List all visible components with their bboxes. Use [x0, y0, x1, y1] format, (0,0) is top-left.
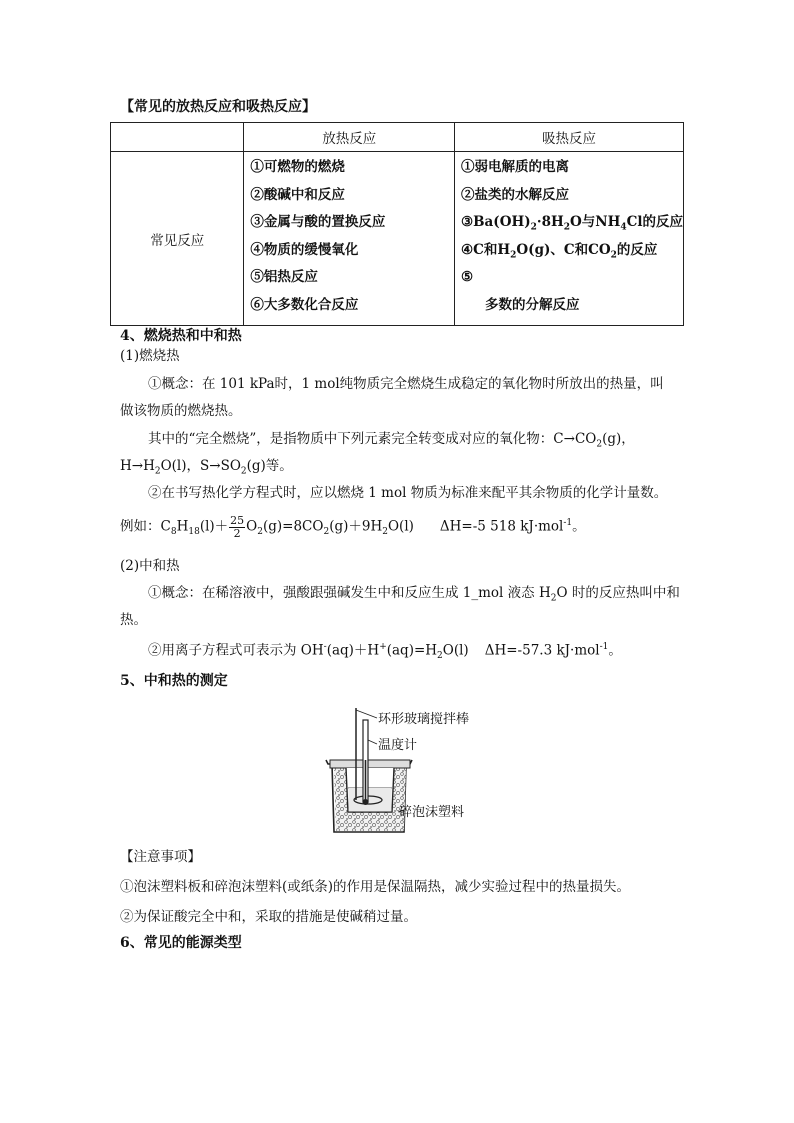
- text-fragment: O 时的反应热叫中和: [556, 585, 680, 601]
- table-header-row: [111, 123, 684, 152]
- list-item: ②盐类的水解反应: [461, 186, 570, 203]
- subscript: 2: [550, 593, 557, 604]
- paragraph-line: ①概念：在 101 kPa时，1 mol纯物质完全燃烧生成稳定的氧化物时所放出的热量，叫: [148, 376, 664, 392]
- text-fragment: ①概念：在稀溶液中，强酸跟强碱发生中和反应生成 1_mol 液态 H: [148, 585, 551, 601]
- list-item: ⑤铝热反应: [250, 269, 318, 285]
- subscript: 2: [530, 222, 537, 233]
- subscript: 2: [154, 466, 161, 477]
- fraction: [229, 515, 245, 540]
- text-fragment: (g)=8CO: [262, 518, 324, 535]
- subscript: 18: [188, 527, 200, 538]
- text-fragment: (aq)=H: [386, 642, 438, 659]
- example-equation: [120, 512, 586, 543]
- superscript: -1: [563, 518, 573, 528]
- subscript: 2: [510, 250, 517, 261]
- subscript: 2: [563, 222, 570, 233]
- superscript: -: [323, 642, 327, 652]
- text-fragment: ②用离子方程式可表示为 OH: [148, 642, 324, 659]
- subscript: 4: [620, 222, 627, 233]
- enthalpy-value: ΔH=-5 518 kJ·mol: [439, 518, 564, 535]
- subscript: 2: [596, 439, 603, 450]
- subscript: 2: [257, 527, 263, 538]
- table-heading: 【常见的放热反应和吸热反应】: [120, 99, 316, 115]
- subscript: 2: [382, 527, 388, 538]
- text-fragment: O(g)、C和CO: [516, 241, 611, 258]
- section-4-title: 4、燃烧热和中和热: [120, 328, 242, 344]
- text-fragment: 其中的“完全燃烧”，是指物质中下列元素完全转变成对应的氧化物：C→CO: [148, 431, 597, 447]
- subscript: 2: [323, 527, 330, 538]
- list-item: [461, 237, 683, 265]
- text-fragment: O(l): [387, 518, 414, 535]
- text-fragment: (l)＋: [199, 518, 229, 535]
- text-fragment: 。: [572, 518, 586, 535]
- paragraph-line: ②在书写热化学方程式时，应以燃烧 1 mol 物质为标准来配平其余物质的化学计量数。: [148, 485, 668, 501]
- list-item: ③金属与酸的置换反应: [250, 214, 386, 230]
- thermometer: [363, 720, 369, 805]
- list-item: ①弱电解质的电离: [461, 159, 570, 175]
- foam-cover-board: [330, 760, 410, 768]
- text-fragment: Cl的反应: [626, 214, 683, 230]
- label-thermometer: 温度计: [378, 738, 418, 753]
- enthalpy-value: ΔH=-57.3 kJ·mol: [484, 642, 600, 659]
- list-item: ①可燃物的燃烧: [250, 159, 345, 175]
- paragraph-line: [120, 455, 293, 483]
- subsection-combustion-heat: (1)燃烧热: [120, 348, 180, 364]
- subscript: 2: [437, 651, 443, 662]
- text-fragment: (g)等。: [246, 458, 293, 474]
- subscript: 8: [170, 527, 177, 538]
- text-fragment: (aq)＋H: [326, 642, 380, 659]
- text-fragment: H→H: [120, 458, 155, 474]
- text-fragment: 。: [608, 642, 622, 659]
- col-header-exothermic: 放热反应: [244, 123, 455, 152]
- list-item: ②酸碱中和反应: [250, 186, 345, 203]
- paragraph-line: [148, 428, 635, 456]
- text-fragment: O: [246, 518, 258, 535]
- leader-line: [368, 740, 377, 744]
- paragraph-line: [148, 582, 680, 610]
- text-fragment: H: [176, 518, 189, 535]
- exothermic-list: [244, 152, 455, 326]
- list-item: 多数的分解反应: [485, 296, 580, 313]
- list-item: ⑥大多数化合反应: [250, 296, 359, 313]
- reaction-table: [110, 122, 684, 326]
- col-header-endothermic: 吸热反应: [455, 123, 684, 152]
- note-item: ②为保证酸完全中和，采取的措施是使碱稍过量。: [120, 909, 417, 925]
- table-row: [111, 152, 684, 326]
- empty-corner-cell: [111, 123, 244, 152]
- note-item: ①泡沫塑料板和碎泡沫塑料(或纸条)的作用是保温隔热，减少实验过程中的热量损失。: [120, 879, 631, 895]
- list-item: ④物质的缓慢氧化: [250, 241, 359, 258]
- text-fragment: (g)＋9H: [329, 518, 383, 535]
- fraction-denominator: 2: [233, 526, 241, 540]
- text-fragment: (g)，: [602, 431, 635, 447]
- subscript: 2: [240, 466, 247, 477]
- paragraph-line: 做该物质的燃烧热。: [120, 403, 242, 419]
- subscript: 2: [610, 250, 617, 261]
- notes-heading: 【注意事项】: [120, 849, 201, 865]
- row-label: 常见反应: [111, 152, 244, 326]
- text-fragment: ③Ba(OH): [461, 214, 531, 230]
- leader-line: [356, 710, 377, 718]
- text-fragment: O(l)，S→SO: [160, 458, 241, 474]
- fraction-numerator: 25: [230, 513, 245, 527]
- list-item: [461, 209, 683, 237]
- calorimeter-diagram: [320, 700, 530, 842]
- text-fragment: O(l): [442, 642, 469, 659]
- superscript: -1: [599, 642, 609, 652]
- text-fragment: ·8H: [536, 214, 564, 230]
- list-item: ⑤: [461, 269, 474, 285]
- paragraph-line: 热。: [120, 612, 147, 628]
- section-5-title: 5、中和热的测定: [120, 673, 228, 689]
- label-foam: 碎泡沫塑料: [399, 805, 465, 820]
- endothermic-list: [455, 152, 684, 326]
- label-stirrer: 环形玻璃搅拌棒: [378, 712, 470, 727]
- text-fragment: ④C和H: [461, 241, 511, 258]
- inner-beaker: [346, 768, 394, 812]
- subsection-neutralization-heat: (2)中和热: [120, 558, 180, 574]
- text-fragment: 例如：C: [120, 518, 171, 535]
- paragraph-line: [148, 636, 622, 667]
- text-fragment: 的反应: [616, 241, 658, 258]
- superscript: +: [379, 642, 387, 652]
- section-6-title: 6、常见的能源类型: [120, 935, 242, 951]
- text-fragment: O与NH: [570, 214, 621, 230]
